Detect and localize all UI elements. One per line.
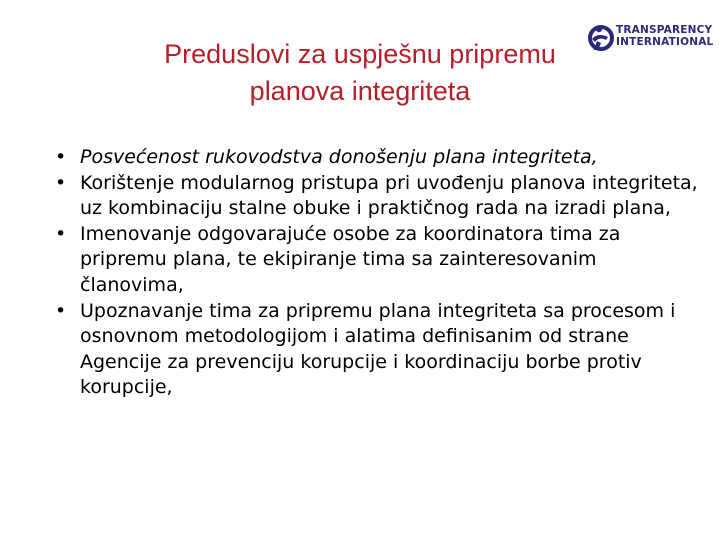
bullet-dot: •: [55, 299, 67, 322]
transparency-international-logo-icon: [586, 23, 616, 53]
logo-line-1: TRANSPARENCY: [616, 24, 713, 36]
transparency-international-logo: [586, 22, 714, 54]
slide-title: [80, 36, 640, 110]
logo-line-2: INTERNATIONAL: [616, 36, 714, 48]
bullet-text: Imenovanje odgovarajuće osobe za koordinatora tima za pripremu plana, te ekipiranje tima sa zainteresovanim članovima,: [80, 222, 621, 296]
logo-wordmark: [616, 24, 713, 48]
bullet-item: [52, 171, 702, 222]
bullet-text: Korištenje modularnog pristupa pri uvođenju planova integriteta, uz kombinaciju stalne obuke i praktičnog rada na izradi plana,: [80, 171, 698, 220]
bullet-dot: •: [55, 146, 67, 168]
bullet-item: [52, 145, 702, 171]
bullet-item: [52, 222, 702, 299]
bullet-dot: •: [55, 171, 67, 194]
bullet-item: [52, 299, 702, 401]
slide-title-line-2: planova integriteta: [249, 76, 471, 106]
slide-title-line-1: Preduslovi za uspješnu pripremu: [164, 39, 556, 69]
bullet-dot: •: [55, 222, 67, 245]
bullet-list: [52, 145, 702, 401]
bullet-text: Upoznavanje tima za pripremu plana integriteta sa procesom i osnovnom metodologijom i alatima definisanim od strane Agencije za prevenciju korupcije i koordinaciju borbe protiv korupcije,: [80, 299, 676, 399]
bullet-text: Posvećenost rukovodstva donošenju plana integriteta,: [80, 146, 598, 168]
